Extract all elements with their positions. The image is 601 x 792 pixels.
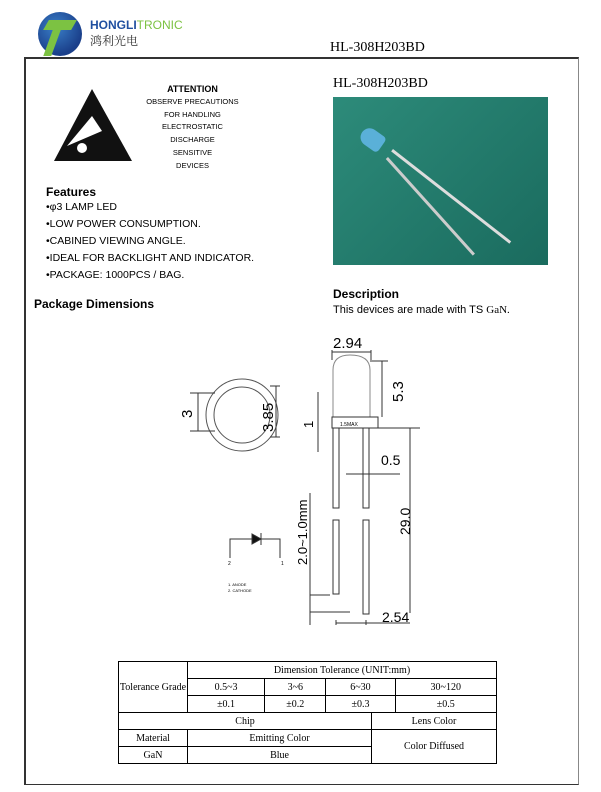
feature-item: •PACKAGE: 1000PCS / BAG. bbox=[46, 269, 185, 281]
svg-text:5.3: 5.3 bbox=[390, 381, 407, 402]
svg-text:1.5MAX: 1.5MAX bbox=[340, 422, 358, 428]
svg-text:2: 2 bbox=[228, 561, 231, 567]
feature-item: •IDEAL FOR BACKLIGHT AND INDICATOR. bbox=[46, 252, 255, 264]
chip-table: Chip Lens Color Material Emitting Color Color Diffused GaN Blue bbox=[118, 712, 497, 764]
header-part-number: HL-308H203BD bbox=[330, 40, 425, 55]
product-photo bbox=[333, 97, 548, 265]
svg-text:0.5: 0.5 bbox=[381, 452, 401, 468]
attention-block: ATTENTION OBSERVE PRECAUTIONS FOR HANDLING ELECTROSTATIC DISCHARGE SENSITIVE DEVICES bbox=[146, 84, 239, 170]
description-text: This devices are made with TS GaN. bbox=[333, 304, 510, 316]
svg-text:1. ANODE: 1. ANODE bbox=[228, 582, 247, 587]
svg-text:1: 1 bbox=[301, 420, 316, 428]
svg-text:2.0~1.0mm: 2.0~1.0mm bbox=[295, 499, 310, 565]
svg-text:2. CATHODE: 2. CATHODE bbox=[228, 588, 252, 593]
package-title: Package Dimensions bbox=[34, 297, 155, 311]
svg-text:1: 1 bbox=[281, 561, 284, 567]
tolerance-table: Tolerance Grade Dimension Tolerance (UNIT:mm) 0.5~3 3~6 6~30 30~120 ±0.1 ±0.2 ±0.3 ±0.5 bbox=[118, 661, 497, 713]
feature-item: •CABINED VIEWING ANGLE. bbox=[46, 235, 186, 247]
esd-warning-icon bbox=[52, 86, 134, 164]
description-title: Description bbox=[333, 287, 400, 301]
svg-text:2.54: 2.54 bbox=[382, 609, 410, 625]
part-title: HL-308H203BD bbox=[333, 76, 428, 91]
svg-text:3.85: 3.85 bbox=[260, 402, 277, 432]
feature-item: •LOW POWER CONSUMPTION. bbox=[46, 218, 201, 230]
feature-item: •φ3 LAMP LED bbox=[46, 201, 117, 213]
features-list bbox=[46, 199, 254, 284]
svg-text:2.94: 2.94 bbox=[333, 335, 363, 352]
package-drawing bbox=[170, 320, 430, 630]
svg-text:3: 3 bbox=[179, 409, 196, 418]
svg-text:29.0: 29.0 bbox=[397, 507, 413, 535]
brand-name: HONGLITRONIC bbox=[90, 18, 183, 32]
features-title: Features bbox=[46, 185, 97, 199]
logo bbox=[38, 12, 82, 56]
brand-cn: 鸿利光电 bbox=[90, 34, 139, 48]
